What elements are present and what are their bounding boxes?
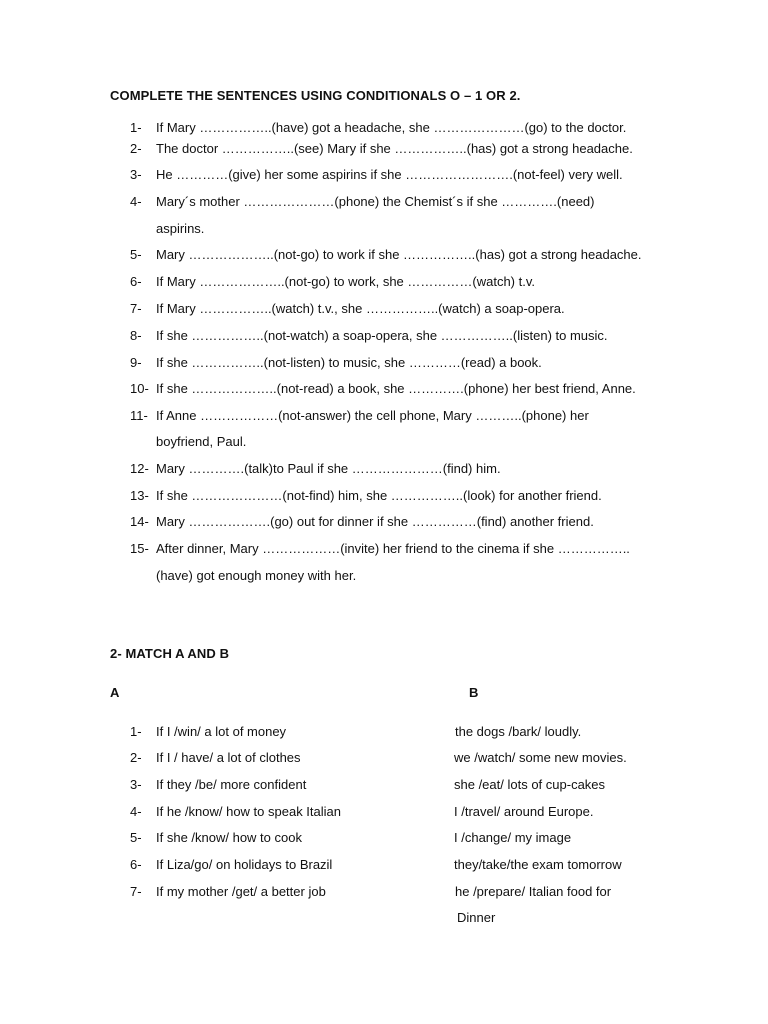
item-number: 2- <box>130 750 142 765</box>
item-number: 9- <box>130 355 142 370</box>
item-text: If Liza/go/ on holidays to Brazil <box>156 857 333 872</box>
item-text: After dinner, Mary ………………(invite) her friend to the cinema if she …………….. <box>156 541 630 556</box>
item-text: If my mother /get/ a better job <box>156 884 326 899</box>
item-continuation: aspirins. <box>156 221 205 236</box>
item-number: 14- <box>130 514 149 529</box>
item-text: Mary´s mother …………………(phone) the Chemist´s if she ………….(need) <box>156 194 595 209</box>
item-text: If she ……………..(not-listen) to music, she …………(read) a book. <box>156 355 542 370</box>
match-a-item <box>130 724 286 739</box>
match-a-item <box>130 777 306 792</box>
item-number: 12- <box>130 461 149 476</box>
exercise-item <box>130 355 750 371</box>
item-number: 3- <box>130 777 142 792</box>
exercise-item <box>130 301 750 317</box>
item-continuation: boyfriend, Paul. <box>156 434 247 449</box>
item-text: Mary ………………..(not-go) to work if she ……………..(has) got a strong headache. <box>156 247 642 262</box>
item-number: 1- <box>130 724 142 739</box>
match-b-item: she /eat/ lots of cup-cakes <box>454 777 606 792</box>
item-number: 6- <box>130 274 142 289</box>
column-a-header: A <box>110 685 120 700</box>
item-number: 4- <box>130 804 142 819</box>
item-text: If he /know/ how to speak Italian <box>156 804 341 819</box>
exercise-item <box>130 461 750 477</box>
item-number: 7- <box>130 301 142 316</box>
exercise-item <box>130 328 750 344</box>
item-text: If she …………………(not-find) him, she ……………..(look) for another friend. <box>156 488 602 503</box>
item-number: 6- <box>130 857 142 872</box>
item-text: If she /know/ how to cook <box>156 830 302 845</box>
match-b-item: I /travel/ around Europe. <box>454 804 594 819</box>
match-b-continuation: Dinner <box>457 910 496 925</box>
item-text: If Anne ………………(not-answer) the cell phone, Mary ………..(phone) her <box>156 408 589 423</box>
exercise-item <box>130 541 750 557</box>
item-number: 15- <box>130 541 149 556</box>
match-b-item: they/take/the exam tomorrow <box>454 857 622 872</box>
match-a-item <box>130 857 332 872</box>
exercise-item <box>130 141 750 157</box>
item-number: 10- <box>130 381 149 396</box>
exercise-item <box>130 488 750 504</box>
section1-title: COMPLETE THE SENTENCES USING CONDITIONALS O – 1 OR 2. <box>110 88 521 103</box>
item-text: The doctor ……………..(see) Mary if she ……………..(has) got a strong headache. <box>156 141 633 156</box>
match-a-item <box>130 830 302 845</box>
item-number: 11- <box>130 408 148 423</box>
item-number: 5- <box>130 830 142 845</box>
item-text: Mary ………….(talk)to Paul if she …………………(find) him. <box>156 461 501 476</box>
match-a-item <box>130 750 301 765</box>
match-a-item <box>130 884 326 899</box>
exercise-item <box>130 167 750 183</box>
item-text: If I /win/ a lot of money <box>156 724 287 739</box>
match-b-item: I /change/ my image <box>454 830 572 845</box>
match-a-item <box>130 804 341 819</box>
exercise-item <box>130 408 750 424</box>
match-b-item: the dogs /bark/ loudly. <box>455 724 582 739</box>
exercise-item <box>130 247 750 263</box>
item-text: If they /be/ more confident <box>156 777 307 792</box>
item-text: If Mary ………………..(not-go) to work, she ……………(watch) t.v. <box>156 274 535 289</box>
item-number: 7- <box>130 884 142 899</box>
match-b-item: we /watch/ some new movies. <box>454 750 627 765</box>
item-text: If Mary ……………..(watch) t.v., she ……………..(watch) a soap-opera. <box>156 301 565 316</box>
exercise-item <box>130 120 750 136</box>
item-number: 8- <box>130 328 142 343</box>
item-number: 13- <box>130 488 149 503</box>
item-number: 3- <box>130 167 142 182</box>
item-number: 4- <box>130 194 142 209</box>
item-text: Mary ……………….(go) out for dinner if she ……………(find) another friend. <box>156 514 594 529</box>
column-b-header: B <box>469 685 479 700</box>
item-text: If she ………………..(not-read) a book, she ………….(phone) her best friend, Anne. <box>156 381 636 396</box>
item-number: 1- <box>130 120 142 135</box>
item-number: 5- <box>130 247 142 262</box>
item-text: If she ……………..(not-watch) a soap-opera, she ……………..(listen) to music. <box>156 328 608 343</box>
item-text: If Mary ……………..(have) got a headache, she …………………(go) to the doctor. <box>156 120 627 135</box>
item-continuation: (have) got enough money with her. <box>156 568 357 583</box>
item-text: If I / have/ a lot of clothes <box>156 750 301 765</box>
match-b-item: he /prepare/ Italian food for <box>455 884 612 899</box>
exercise-item <box>130 274 750 290</box>
item-number: 2- <box>130 141 142 156</box>
exercise-item <box>130 194 750 210</box>
exercise-item <box>130 514 750 530</box>
section2-title: 2- MATCH A AND B <box>110 646 230 661</box>
item-text: He …………(give) her some aspirins if she …………………….(not-feel) very well. <box>156 167 623 182</box>
exercise-item <box>130 381 750 397</box>
